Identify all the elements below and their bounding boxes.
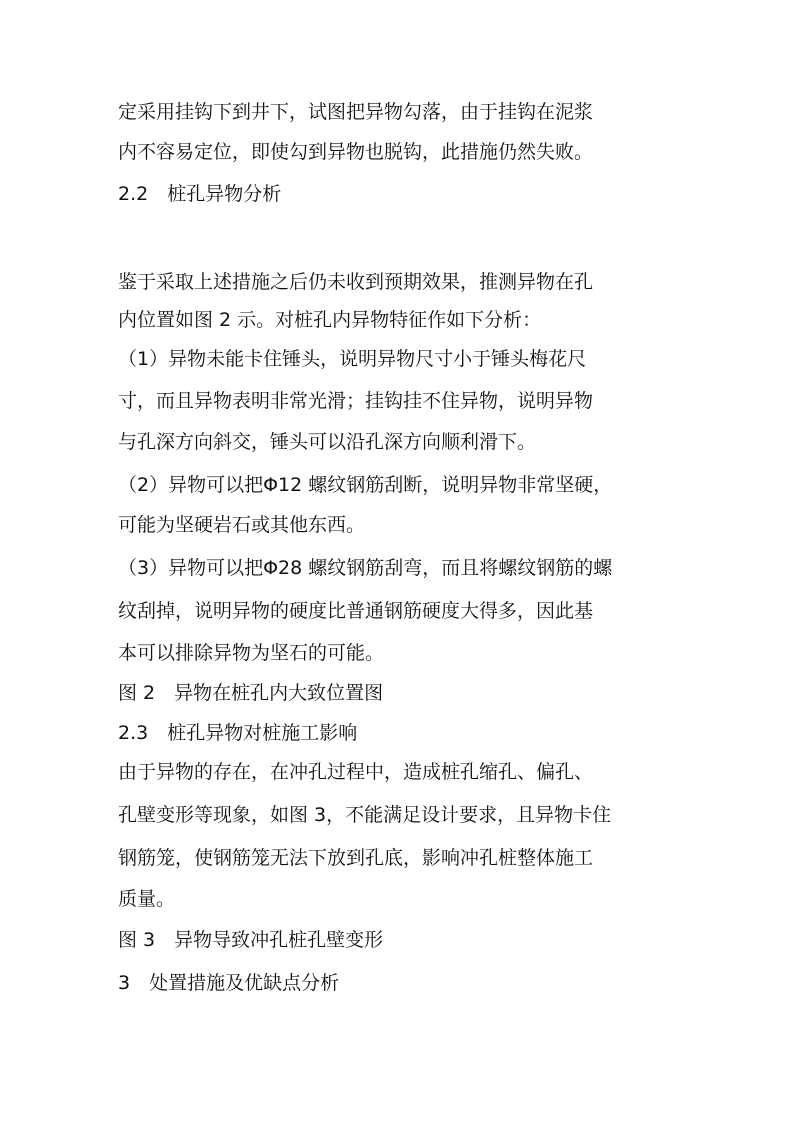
section-heading-3: 3 处置措施及优缺点分析 [118,972,340,994]
section-heading-2-3: 2.3 桩孔异物对桩施工影响 [118,722,358,744]
body-text-line: 内不容易定位，即使勾到异物也脱钩，此措施仍然失败。 [118,141,594,163]
body-text-line: 由于异物的存在，在冲孔过程中，造成桩孔缩孔、偏孔、 [118,761,594,783]
figure-caption-2: 图 2 异物在桩孔内大致位置图 [118,682,384,704]
body-text-line: 寸，而且异物表明非常光滑；挂钩挂不住异物，说明异物 [118,390,594,412]
list-item-1: （1）异物未能卡住锤头，说明异物尺寸小于锤头梅花尺 [118,348,587,370]
section-heading-2-2: 2.2 桩孔异物分析 [118,183,282,205]
body-text-line: 钢筋笼，使钢筋笼无法下放到孔底，影响冲孔桩整体施工 [118,847,594,869]
body-text-line: 与孔深方向斜交，锤头可以沿孔深方向顺利滑下。 [118,431,537,453]
body-text-line: 纹刮掉，说明异物的硬度比普通钢筋硬度大得多，因此基 [118,600,594,622]
list-item-3: （3）异物可以把Φ28 螺纹钢筋刮弯，而且将螺纹钢筋的螺 [118,557,613,579]
body-text-line: 定采用挂钩下到井下，试图把异物勾落，由于挂钩在泥浆 [118,101,594,123]
body-text-line: 鉴于采取上述措施之后仍未收到预期效果，推测异物在孔 [118,271,594,293]
body-text-line: 孔壁变形等现象，如图 3，不能满足设计要求，且异物卡住 [118,804,612,826]
body-text-line: 本可以排除异物为坚石的可能。 [118,642,385,664]
body-text-line: 内位置如图 2 示。对桩孔内异物特征作如下分析： [118,309,542,331]
body-text-line: 可能为坚硬岩石或其他东西。 [118,514,366,536]
figure-caption-3: 图 3 异物导致冲孔桩孔壁变形 [118,929,384,951]
list-item-2: （2）异物可以把Φ12 螺纹钢筋刮断，说明异物非常坚硬， [118,474,613,496]
body-text-line: 质量。 [118,888,176,910]
